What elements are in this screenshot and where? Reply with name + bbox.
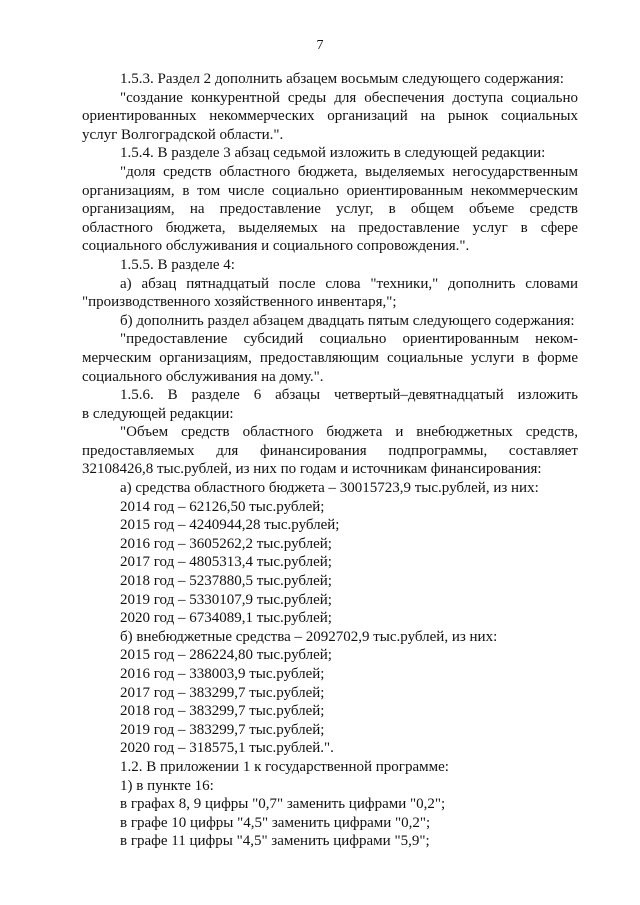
text-line: 2016 год – 338003,9 тыс.рублей; (120, 666, 325, 682)
text-line: 2017 год – 4805313,4 тыс.рублей; (120, 554, 332, 571)
text-line: 2014 год – 62126,50 тыс.рублей; (120, 498, 325, 515)
text-line: а) абзац пятнадцатый после слова "техники," дополнить словами (120, 275, 578, 292)
text-line: 1.5.5. В разделе 4: (120, 256, 235, 273)
text-line: 1.2. В приложении 1 к государственной программе: (120, 758, 449, 775)
text-line: социального обслуживания и социального сопровождения.". (82, 238, 470, 255)
text-line: 1.5.4. В разделе 3 абзац седьмой изложить в следующей редакции: (120, 145, 546, 162)
text-line: в следующей редакции: (82, 405, 234, 422)
text-line: услуг Волгоградской области.". (82, 126, 284, 143)
text-line: б) внебюджетные средства – 2092702,9 тыс.рублей, из них: (120, 628, 498, 645)
text-line: "производственного хозяйственного инвентаря,"; (82, 294, 397, 311)
text-line: организациям, на предоставление услуг, в общем объеме средств (82, 201, 578, 218)
text-line: 2015 год – 4240944,28 тыс.рублей; (120, 517, 340, 534)
text-line: 2019 год – 5330107,9 тыс.рублей; (120, 591, 332, 608)
text-line: 2018 год – 383299,7 тыс.рублей; (120, 703, 325, 720)
text-line: в графах 8, 9 цифры "0,7" заменить цифрами "0,2"; (120, 796, 446, 813)
text-line: 1) в пункте 16: (120, 777, 214, 794)
text-line: областного бюджета, выделяемых на предоставление услуг в сфере (82, 219, 578, 236)
text-line: в графе 11 цифры "4,5" заменить цифрами "5,9"; (120, 833, 430, 850)
document-body (82, 70, 578, 851)
text-line: "доля средств областного бюджета, выделяемых негосударственным (120, 163, 578, 180)
text-line: социального обслуживания на дому.". (82, 368, 324, 385)
text-line: а) средства областного бюджета – 30015723,9 тыс.рублей, из них: (120, 480, 539, 497)
text-line: мерческим организациям, предоставляющим социальные услуги в форме (82, 349, 578, 366)
text-line: "предоставление субсидий социально ориентированным неком- (120, 331, 578, 348)
text-line: 2017 год – 383299,7 тыс.рублей; (120, 684, 325, 701)
text-line: 1.5.3. Раздел 2 дополнить абзацем восьмым следующего содержания: (120, 71, 564, 87)
text-line: 2020 год – 6734089,1 тыс.рублей; (120, 610, 332, 627)
text-line: 2016 год – 3605262,2 тыс.рублей; (120, 535, 332, 552)
text-line: б) дополнить раздел абзацем двадцать пятым следующего содержания: (120, 312, 575, 329)
text-line: "Объем средств областного бюджета и внебюджетных средств, (120, 424, 578, 441)
text-line: "создание конкурентной среды для обеспечения доступа социально (120, 89, 578, 106)
text-line: 2019 год – 383299,7 тыс.рублей; (120, 721, 325, 738)
text-line: 2018 год – 5237880,5 тыс.рублей; (120, 573, 332, 590)
text-line: предоставляемых для финансирования подпрограммы, составляет (82, 442, 578, 459)
text-line: ориентированных некоммерческих организаций на рынок социальных (82, 108, 578, 125)
text-line: организациям, в том числе социально ориентированным некоммерческим (82, 182, 578, 199)
text-line: 32108426,8 тыс.рублей, из них по годам и источникам финансирования: (82, 461, 542, 478)
text-line: 2015 год – 286224,80 тыс.рублей; (120, 647, 332, 664)
text-line: 1.5.6. В разделе 6 абзацы четвертый–девятнадцатый изложить (120, 387, 578, 404)
text-line: 2020 год – 318575,1 тыс.рублей.". (120, 740, 334, 757)
page-number: 7 (316, 38, 324, 53)
text-line: в графе 10 цифры "4,5" заменить цифрами "0,2"; (120, 814, 431, 831)
